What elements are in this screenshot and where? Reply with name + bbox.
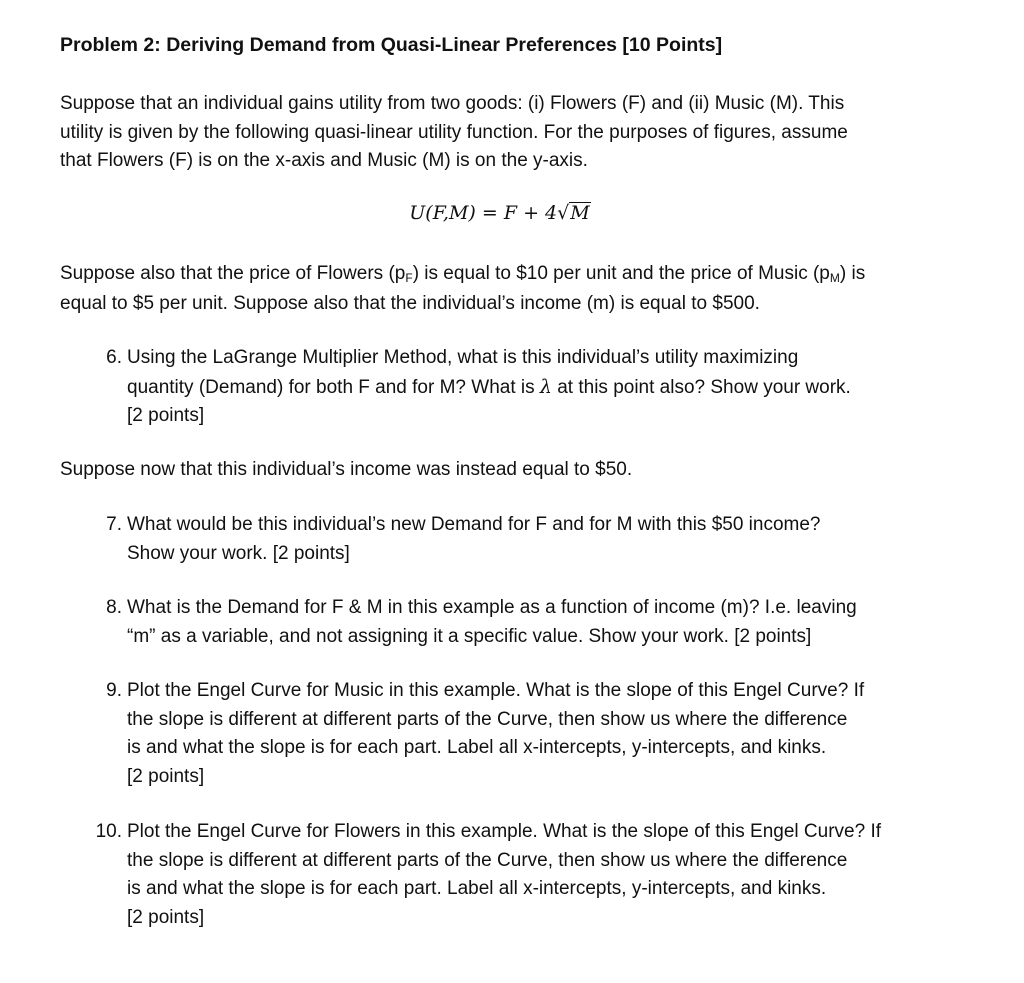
question-number: 10.: [95, 821, 122, 842]
question-line: Using the LaGrange Multiplier Method, what is this individual’s utility maximizing: [127, 347, 799, 368]
question-line: What would be this individual’s new Demand for F and for M with this $50 income?: [127, 514, 821, 535]
question-line: What is the Demand for F & M in this example as a function of income (m)? I.e. leaving: [127, 597, 857, 618]
question-line: [2 points]: [127, 765, 205, 787]
income-change-paragraph: [60, 456, 960, 485]
income-change-line: Suppose now that this individual’s income was instead equal to $50.: [60, 459, 633, 480]
equation-radicand: M: [570, 202, 590, 224]
question-text: at this point also? Show your work.: [557, 376, 851, 398]
question-line: “m” as a variable, and not assigning it a specific value. Show your work. [2 points]: [127, 625, 812, 647]
question-line: Plot the Engel Curve for Music in this example. What is the slope of this Engel Curve? If: [127, 680, 865, 701]
prices-text: Suppose also that the price of Flowers (p: [60, 263, 406, 284]
subscript-m: M: [829, 271, 840, 285]
subscript-f: F: [405, 271, 413, 285]
lambda-symbol: λ: [539, 375, 552, 398]
question-number: 8.: [106, 597, 122, 618]
intro-paragraph: [60, 90, 960, 176]
prices-paragraph: [60, 260, 960, 318]
question-body: [127, 344, 967, 431]
utility-equation: [0, 202, 1000, 224]
problem-title: Problem 2: Deriving Demand from Quasi-Linear Preferences [10 Points]: [60, 34, 723, 56]
prices-text: ) is: [839, 263, 866, 284]
question-line: [2 points]: [127, 405, 205, 426]
sqrt-symbol: √: [557, 202, 570, 224]
intro-line: utility is given by the following quasi-linear utility function. For the purposes of figures, assume: [60, 121, 848, 143]
question-line: Show your work. [2 points]: [127, 542, 350, 564]
question-line: [2 points]: [127, 906, 205, 928]
question-line: is and what the slope is for each part. Label all x-intercepts, y-intercepts, and kinks.: [127, 878, 827, 899]
question-number: 6.: [106, 347, 122, 368]
prices-line-2: equal to $5 per unit. Suppose also that the individual’s income (m) is equal to $500.: [60, 292, 760, 314]
question-line: Plot the Engel Curve for Flowers in this example. What is the slope of this Engel Curve? If: [127, 821, 882, 842]
equation-rhs-linear: F + 4: [503, 202, 558, 224]
prices-text: ) is equal to $10 per unit and the price of Music (p: [412, 263, 830, 284]
question-body: [127, 818, 967, 932]
equation-lhs: U(F,M): [409, 202, 476, 224]
question-line: the slope is different at different parts of the Curve, then show us where the difference: [127, 849, 848, 871]
question-number: 9.: [106, 680, 122, 701]
question-body: [127, 511, 967, 568]
question-line: [127, 373, 967, 403]
question-body: [127, 594, 967, 651]
intro-line: that Flowers (F) is on the x-axis and Music (M) is on the y-axis.: [60, 150, 588, 171]
equation-equals: =: [481, 202, 498, 224]
question-number: 7.: [106, 514, 122, 535]
prices-line-1: [60, 260, 960, 290]
question-line: is and what the slope is for each part. Label all x-intercepts, y-intercepts, and kinks.: [127, 737, 827, 758]
question-body: [127, 677, 967, 791]
intro-line: Suppose that an individual gains utility from two goods: (i) Flowers (F) and (ii) Music (M). This: [60, 93, 845, 114]
question-line: the slope is different at different parts of the Curve, then show us where the difference: [127, 708, 848, 730]
question-text: quantity (Demand) for both F and for M? What is: [127, 376, 535, 398]
